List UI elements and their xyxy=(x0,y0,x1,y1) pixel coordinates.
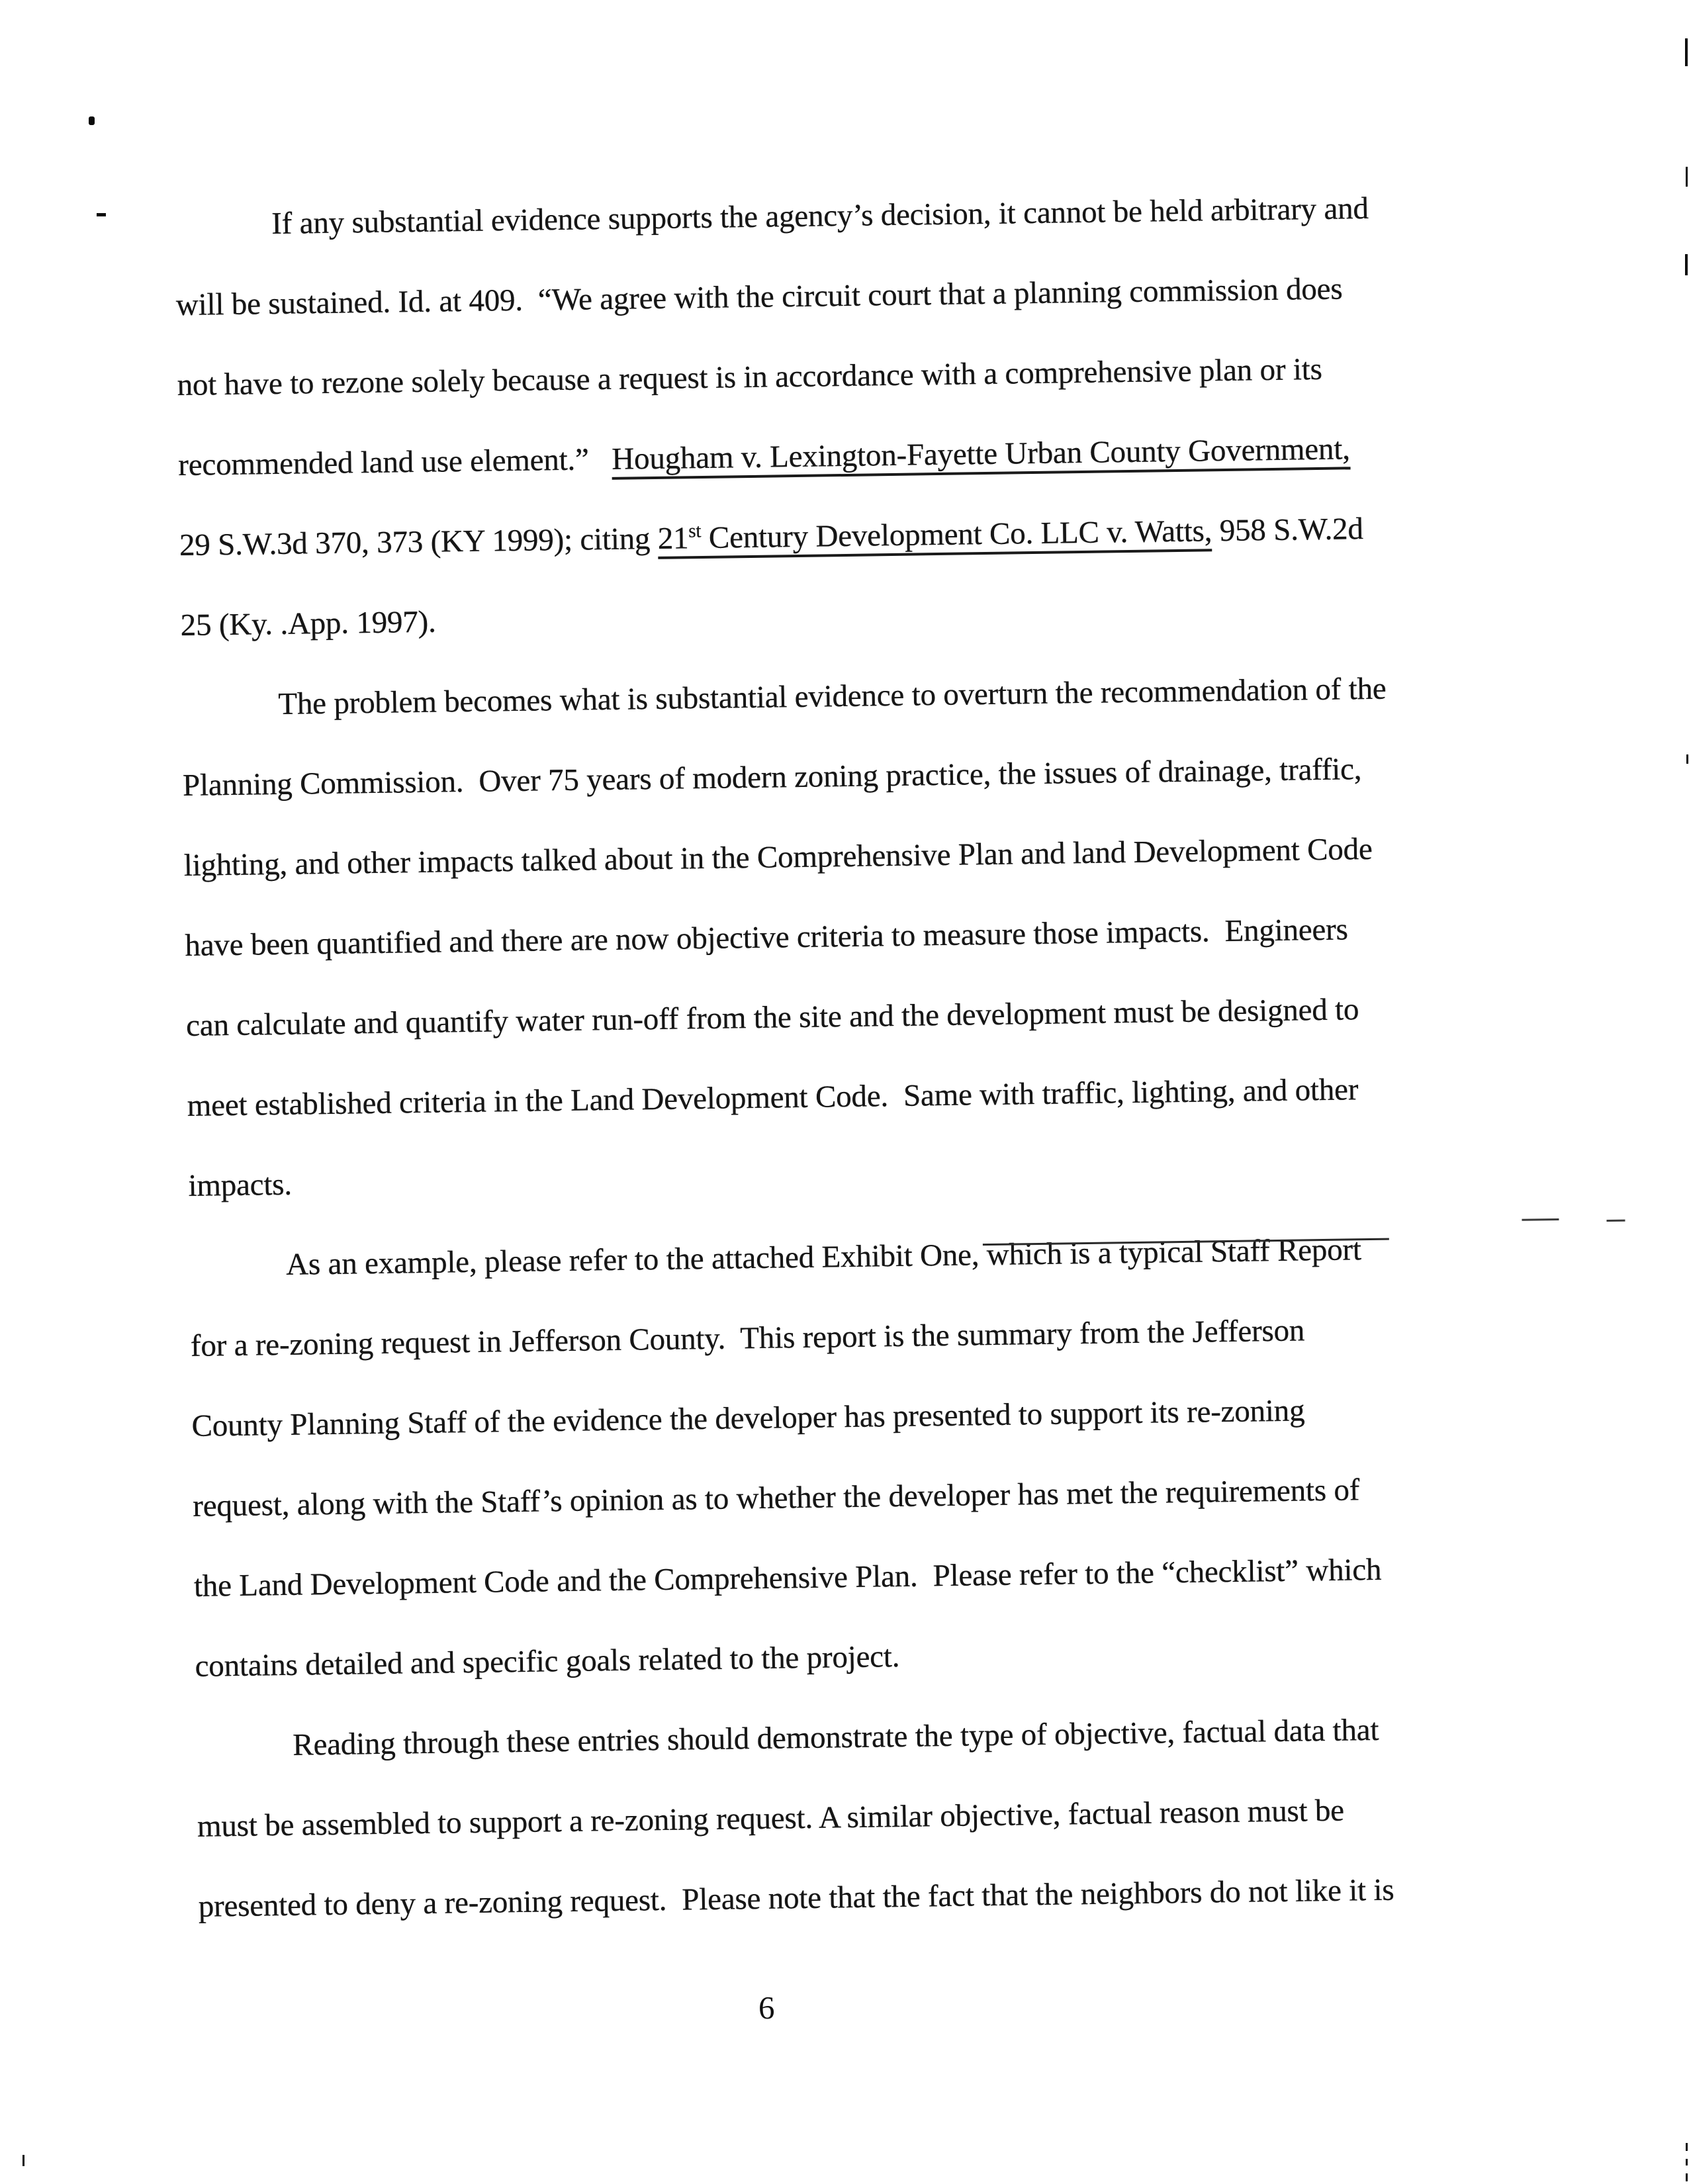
scan-edge-mark xyxy=(1686,754,1688,764)
text-run: not have to rezone solely because a request is in accordance with a comprehensive plan or its xyxy=(177,351,1323,403)
scan-edge-mark xyxy=(1686,2173,1688,2181)
page-number: 6 xyxy=(758,1989,775,2026)
scan-artifact xyxy=(1606,1220,1625,1222)
text-run: Century Development Co. LLC v. Watts, xyxy=(701,514,1212,556)
text-run: Reading through these entries should demonstrate the type of objective, factual data that xyxy=(292,1712,1379,1762)
text-run: As an example, please refer to the attached Exhibit One, xyxy=(285,1238,987,1282)
text-run: 29 S.W.3d 370, 373 (KY 1999); citing xyxy=(179,521,659,563)
document-body xyxy=(174,167,1463,1946)
scan-speck xyxy=(97,213,106,216)
text-run: 21 xyxy=(657,521,689,556)
text-run: for a re-zoning request in Jefferson County. This report is the summary from the Jefferson xyxy=(190,1313,1305,1363)
text-line xyxy=(198,1849,1463,1947)
text-run: the Land Development Code and the Comprehensive Plan. Please refer to the “checklist” which xyxy=(193,1552,1382,1604)
scan-edge-mark xyxy=(1685,254,1688,275)
scan-edge-mark xyxy=(1685,38,1688,66)
text-run: Planning Commission. Over 75 years of modern zoning practice, the issues of drainage, traffic, xyxy=(182,752,1362,803)
text-run: County Planning Staff of the evidence the developer has presented to support its re-zoning xyxy=(191,1393,1305,1443)
text-run: impacts. xyxy=(188,1167,293,1203)
text-run: which is a typical Staff Report xyxy=(986,1232,1362,1273)
case-citation xyxy=(657,514,1212,559)
text-run: contains detailed and specific goals related to the project. xyxy=(195,1639,900,1684)
scan-edge-mark xyxy=(1686,2143,1688,2151)
text-run: can calculate and quantify water run-off from the site and the development must be designed to xyxy=(185,992,1359,1043)
text-run: Hougham v. Lexington-Fayette Urban County Government, xyxy=(611,432,1351,477)
scan-speck xyxy=(23,2155,24,2166)
case-citation xyxy=(612,432,1350,480)
text-run: must be assembled to support a re-zoning request. A similar objective, factual reason must be xyxy=(197,1793,1345,1844)
text-run: recommended land use element.” xyxy=(177,441,612,483)
overstruck-text xyxy=(986,1232,1361,1272)
text-run: The problem becomes what is substantial evidence to overturn the recommendation of the xyxy=(278,671,1387,721)
text-run: have been quantified and there are now objective criteria to measure those impacts. Engineers xyxy=(185,912,1349,963)
scan-artifact xyxy=(1522,1218,1559,1221)
text-run: lighting, and other impacts talked about in the Comprehensive Plan and land Development Code xyxy=(183,831,1373,883)
scan-edge-mark xyxy=(1686,167,1688,187)
text-run: request, along with the Staff’s opinion as to whether the developer has met the requirements of xyxy=(192,1473,1360,1524)
text-run: will be sustained. Id. at 409. “We agree with the circuit court that a planning commission does xyxy=(175,271,1343,323)
text-run: meet established criteria in the Land Development Code. Same with traffic, lighting, and other xyxy=(187,1072,1359,1123)
ordinal-superscript: st xyxy=(688,520,702,542)
text-run: If any substantial evidence supports the agency’s decision, it cannot be held arbitrary and xyxy=(271,191,1369,242)
text-run: presented to deny a re-zoning request. Please note that the fact that the neighbors do not like it is xyxy=(198,1872,1394,1924)
scan-edge-mark xyxy=(1686,2159,1688,2165)
text-run: 25 (Ky. .App. 1997). xyxy=(180,604,436,643)
text-run: 958 S.W.2d xyxy=(1211,512,1364,549)
scan-speck xyxy=(89,116,95,125)
